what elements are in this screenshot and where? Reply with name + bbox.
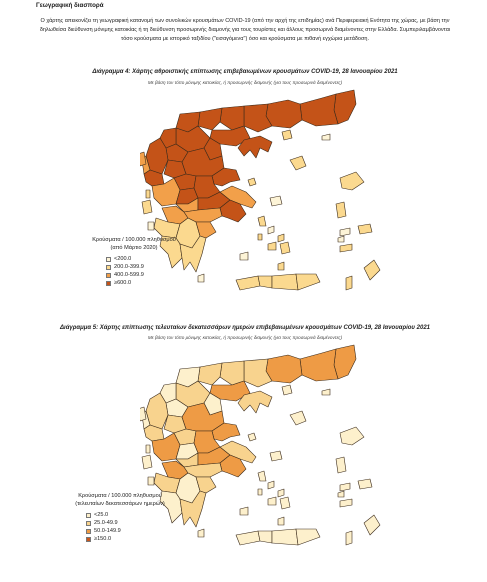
region-rodopi-xanthi (300, 349, 338, 381)
region-samos (358, 224, 372, 234)
region-drama-kavala (266, 355, 302, 383)
region-thasos (282, 130, 292, 140)
region-kythira (198, 274, 204, 282)
region-chania (236, 276, 260, 290)
legend-item (106, 263, 190, 271)
region-milos (240, 252, 248, 260)
legend-item (86, 519, 182, 527)
region-rethymno (258, 276, 272, 288)
region-irakleio (272, 529, 298, 545)
legend-label: 200.0-399.9 (114, 264, 144, 270)
figure4-subtitle: Με βάση τον τόπο μόνιμης κατοικίας, ή προσωρινής διαμονής (για τους προσωρινά διαμένοντες) (147, 80, 343, 85)
region-skiathos (248, 178, 256, 186)
region-evros (334, 345, 356, 379)
region-chania (236, 531, 260, 545)
region-limnos (290, 411, 306, 425)
region-limnos (290, 156, 306, 170)
legend-swatch (86, 529, 91, 534)
region-skiathos (248, 433, 256, 441)
region-pella (198, 108, 222, 130)
region-syros (258, 489, 262, 495)
region-andros (258, 471, 266, 481)
region-drama-kavala (266, 100, 302, 128)
section-heading: Γεωγραφική διασπορά (36, 2, 104, 9)
region-lesvos (340, 172, 364, 190)
region-rethymno (258, 531, 272, 543)
region-syros (258, 234, 262, 240)
legend-label: 50.0-149.9 (94, 528, 121, 534)
region-thasos (282, 385, 292, 395)
region-tinos (268, 481, 274, 489)
region-kos (340, 244, 352, 252)
legend-swatch (86, 521, 91, 526)
region-rodos (364, 260, 380, 280)
region-kerkyra (140, 407, 146, 421)
figure5-legend (58, 492, 182, 543)
region-kefalonia (142, 200, 152, 214)
region-paros (268, 242, 276, 250)
region-santorini (278, 517, 284, 525)
region-kilkis (220, 106, 244, 130)
region-kerkyra (140, 152, 146, 166)
legend-swatch (86, 537, 91, 542)
region-lasithi (296, 529, 320, 545)
region-karpathos (346, 531, 352, 545)
region-naxos (280, 242, 290, 254)
region-milos (240, 507, 248, 515)
legend-item (86, 535, 182, 543)
region-kefalonia (142, 455, 152, 469)
region-kilkis (220, 361, 244, 385)
region-kythira (198, 529, 204, 537)
region-kalymnos (338, 236, 344, 242)
region-rodopi-xanthi (300, 94, 338, 126)
region-mykonos (278, 489, 284, 497)
region-chios (336, 202, 346, 218)
region-chios (336, 457, 346, 473)
figure5-title: Διάγραμμα 5: Χάρτης επίπτωσης τελευταίων δεκατεσσάρων ημερών επιβεβαιωμένων κρουσμάτων COVID-19, 28 Ιανουαρίου 2021 (60, 325, 430, 331)
legend-item (86, 527, 182, 535)
region-samothraki (322, 134, 330, 140)
figure5-legend-subtitle: (τελευταίων δεκατεσσάρων ημερών) (75, 501, 165, 507)
legend-swatch (106, 281, 111, 286)
legend-item (106, 271, 190, 279)
intro-paragraph: Ο χάρτης απεικονίζει τη γεωγραφική κατανομή των συνολικών κρουσμάτων COVID-19 (από την αρχή της επιδημίας) ανά Περιφερειακή Ενότητα της χώρας, με βάση την δηλωθείσα διεύθυνση μόνιμης κατοικίας ή τη διεύθυνση προσωρινής διαμονής για τους τουρίστες και άλλους προσωρινά διαμένοντες στην Ελλάδα. Συμπεριλαμβάνονται τόσο κρούσματα με ιστορικό ταξιδίου ("εισαγόμενα") όσο και κρούσματα με πιθανή εγχώρια μετάδοση. (39, 18, 451, 42)
legend-item (106, 279, 190, 287)
figure4-legend-subtitle: (από Μάρτιο 2020) (110, 245, 158, 251)
region-lefkada (146, 445, 150, 453)
region-naxos (280, 497, 290, 509)
region-skyros (270, 451, 282, 461)
region-irakleio (272, 274, 298, 290)
region-mykonos (278, 234, 284, 242)
legend-label: 400.0-599.9 (114, 272, 144, 278)
region-lefkada (146, 190, 150, 198)
legend-swatch (106, 257, 111, 262)
region-samos (358, 479, 372, 489)
region-santorini (278, 262, 284, 270)
region-rodos (364, 515, 380, 535)
legend-swatch (106, 273, 111, 278)
region-kos (340, 499, 352, 507)
legend-item (86, 511, 182, 519)
figure5-subtitle: Με βάση τον τόπο μόνιμης κατοικίας, ή προσωρινής διαμονής (για τους προσωρινά διαμένοντες) (147, 335, 343, 340)
legend-label: <200.0 (114, 256, 132, 262)
region-samothraki (322, 389, 330, 395)
region-lasithi (296, 274, 320, 290)
legend-item (106, 255, 190, 263)
figure4-legend-title: Κρούσματα / 100.000 πληθυσμού (92, 237, 176, 243)
legend-label: ≥150.0 (94, 536, 112, 542)
region-zakynthos (148, 222, 154, 230)
region-ikaria (340, 483, 350, 491)
region-kalymnos (338, 491, 344, 497)
figure4-title: Διάγραμμα 4: Χάρτης αθροιστικής επίπτωσης επιβεβαιωμένων κρουσμάτων COVID-19, 28 Ιανουαρίου 2021 (92, 69, 398, 75)
legend-label: ≥600.0 (114, 280, 132, 286)
region-paros (268, 497, 276, 505)
region-andros (258, 216, 266, 226)
region-zakynthos (148, 477, 154, 485)
region-pella (198, 363, 222, 385)
region-tinos (268, 226, 274, 234)
region-evros (334, 90, 356, 124)
region-lesvos (340, 427, 364, 445)
legend-swatch (106, 265, 111, 270)
region-karpathos (346, 276, 352, 290)
legend-label: <25.0 (94, 512, 109, 518)
legend-label: 25.0-49.9 (94, 520, 118, 526)
figure5-legend-title: Κρούσματα / 100.000 πληθυσμού (78, 493, 162, 499)
figure4-legend (78, 236, 190, 287)
legend-swatch (86, 513, 91, 518)
region-ikaria (340, 228, 350, 236)
region-skyros (270, 196, 282, 206)
